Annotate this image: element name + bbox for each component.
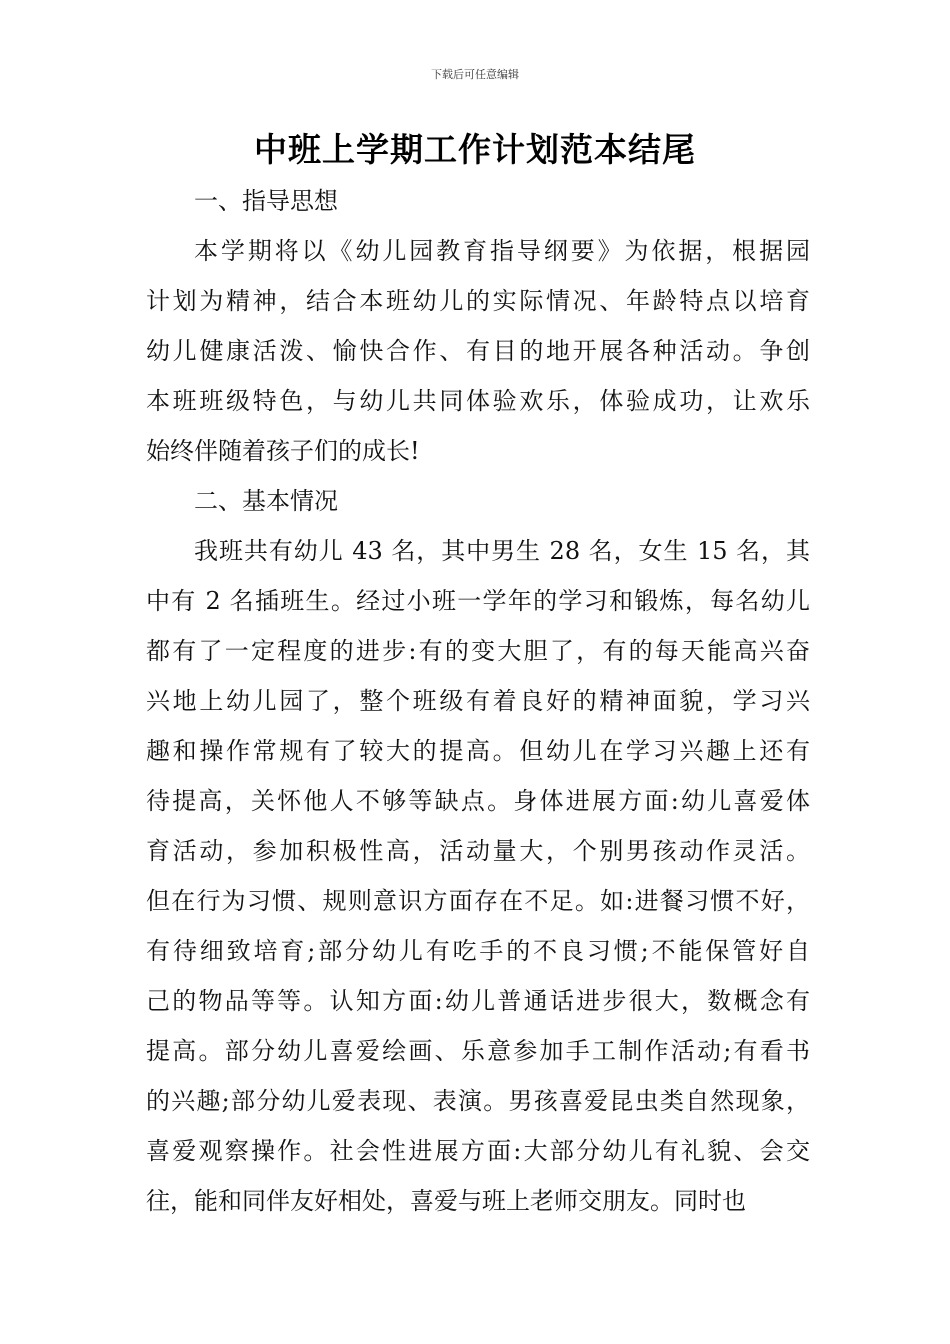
text-line: 有待细致培育;部分幼儿有吃手的不良习惯;不能保管好自: [146, 937, 810, 965]
text-line: 计划为精神，结合本班幼儿的实际情况、年龄特点以培育: [146, 287, 810, 315]
text-line: 育活动，参加积极性高，活动量大，个别男孩动作灵活。: [146, 837, 810, 865]
text-line: 但在行为习惯、规则意识方面存在不足。如:进餐习惯不好，: [146, 887, 810, 915]
section-guiding-ideology: [146, 176, 810, 476]
text-line: 喜爱观察操作。社会性进展方面:大部分幼儿有礼貌、会交: [146, 1137, 810, 1165]
text-line: 的兴趣;部分幼儿爱表现、表演。男孩喜爱昆虫类自然现象，: [146, 1087, 810, 1115]
paragraph: [146, 526, 810, 1226]
text-line: 己的物品等等。认知方面:幼儿普通话进步很大，数概念有: [146, 987, 810, 1015]
section-heading: 一、指导思想: [194, 187, 338, 215]
text-line: 本班班级特色，与幼儿共同体验欢乐，体验成功，让欢乐: [146, 387, 810, 415]
section-basic-situation: [146, 476, 810, 1226]
header-note: 下载后可任意编辑: [431, 68, 519, 81]
document-title: 中班上学期工作计划范本结尾: [254, 130, 696, 169]
text-line: 往，能和同伴友好相处，喜爱与班上老师交朋友。同时也: [146, 1187, 746, 1215]
section-heading: 二、基本情况: [194, 487, 338, 515]
text-line: 始终伴随着孩子们的成长!: [146, 437, 420, 465]
text-line: 兴地上幼儿园了，整个班级有着良好的精神面貌，学习兴: [146, 687, 810, 715]
text-line: 提高。部分幼儿喜爱绘画、乐意参加手工制作活动;有看书: [146, 1037, 810, 1065]
text-line: 幼儿健康活泼、愉快合作、有目的地开展各种活动。争创: [146, 337, 810, 365]
text-line: 都有了一定程度的进步:有的变大胆了，有的每天能高兴奋: [146, 637, 810, 665]
text-line: 趣和操作常规有了较大的提高。但幼儿在学习兴趣上还有: [146, 737, 810, 765]
text-line: 本学期将以《幼儿园教育指导纲要》为依据，根据园: [194, 237, 810, 265]
text-line: 我班共有幼儿 43 名，其中男生 28 名，女生 15 名，其: [194, 537, 810, 565]
text-line: 中有 2 名插班生。经过小班一学年的学习和锻炼，每名幼儿: [146, 587, 810, 615]
paragraph: [146, 226, 810, 476]
document-body: [146, 176, 810, 1226]
text-line: 待提高，关怀他人不够等缺点。身体进展方面:幼儿喜爱体: [146, 787, 810, 815]
